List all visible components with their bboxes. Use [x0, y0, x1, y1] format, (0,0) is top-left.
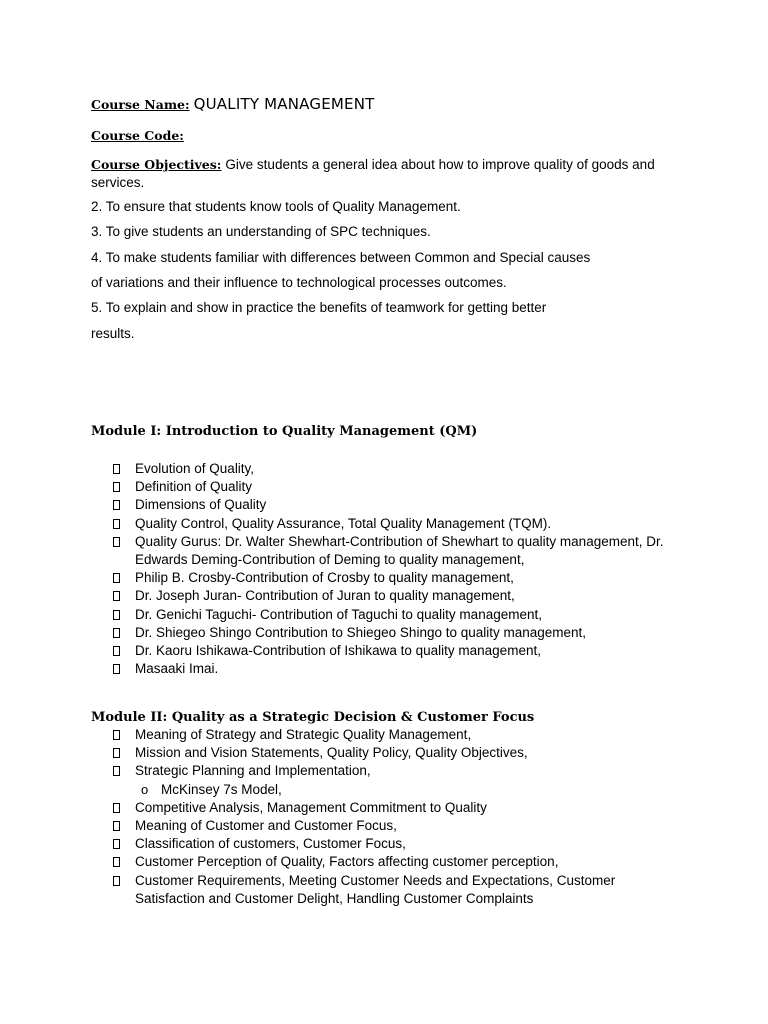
bullet-icon [113, 537, 120, 547]
objective-5: 5. To explain and show in practice the benefits of teamwork for getting better [91, 300, 547, 315]
course-name-label: Course Name: [91, 97, 190, 112]
list-item: Philip B. Crosby-Contribution of Crosby to quality management, [113, 569, 713, 587]
course-code-label: Course Code: [91, 128, 184, 143]
bullet-icon [113, 730, 120, 740]
course-code-line [91, 127, 184, 144]
bullet-icon [113, 628, 120, 638]
list-item: Quality Control, Quality Assurance, Total Quality Management (TQM). [113, 515, 713, 533]
objective-5-continuation: results. [91, 326, 135, 341]
list-item: Quality Gurus: Dr. Walter Shewhart-Contribution of Shewhart to quality management, Dr. Edwards Deming-Contribution of Deming to quality management, [113, 533, 690, 569]
list-item: Dr. Genichi Taguchi- Contribution of Taguchi to quality management, [113, 606, 713, 624]
list-item: Masaaki Imai. [113, 660, 713, 678]
bullet-icon [113, 876, 120, 886]
objective-3: 3. To give students an understanding of SPC techniques. [91, 224, 431, 239]
bullet-icon [113, 839, 120, 849]
course-objectives-label: Course Objectives: [91, 157, 222, 172]
bullet-icon [113, 664, 120, 674]
list-item: Customer Perception of Quality, Factors affecting customer perception, [113, 853, 713, 871]
objective-2: 2. To ensure that students know tools of Quality Management. [91, 199, 461, 214]
course-name-value: QUALITY MANAGEMENT [193, 95, 375, 113]
list-item: Strategic Planning and Implementation, [113, 762, 713, 780]
bullet-icon [113, 748, 120, 758]
list-sub-item: o McKinsey 7s Model, [113, 781, 713, 799]
objective-1-continuation: services. [91, 175, 145, 190]
bullet-icon [113, 519, 120, 529]
bullet-icon [113, 610, 120, 620]
module-2-title: Module II: Quality as a Strategic Decision & Customer Focus [91, 710, 535, 725]
course-name-line [91, 96, 374, 113]
list-item: Dr. Joseph Juran- Contribution of Juran to quality management, [113, 587, 713, 605]
bullet-icon [113, 803, 120, 813]
list-item: Meaning of Strategy and Strategic Quality Management, [113, 726, 713, 744]
module-1-list [113, 460, 713, 678]
objective-4: 4. To make students familiar with differences between Common and Special causes [91, 250, 591, 265]
bullet-icon [113, 857, 120, 867]
list-item: Mission and Vision Statements, Quality Policy, Quality Objectives, [113, 744, 713, 762]
bullet-icon [113, 500, 120, 510]
bullet-icon [113, 821, 120, 831]
list-item: Evolution of Quality, [113, 460, 713, 478]
list-item: Dr. Kaoru Ishikawa-Contribution of Ishikawa to quality management, [113, 642, 713, 660]
list-item: Meaning of Customer and Customer Focus, [113, 817, 713, 835]
module-2-list [113, 726, 713, 908]
objective-4-continuation: of variations and their influence to technological processes outcomes. [91, 275, 507, 290]
list-item: Definition of Quality [113, 478, 713, 496]
objective-1-text: Give students a general idea about how to improve quality of goods and [225, 157, 655, 172]
list-item: Competitive Analysis, Management Commitment to Quality [113, 799, 713, 817]
module-1-title: Module I: Introduction to Quality Management (QM) [91, 424, 478, 439]
bullet-icon [113, 766, 120, 776]
bullet-icon [113, 464, 120, 474]
list-item: Customer Requirements, Meeting Customer Needs and Expectations, Customer Satisfaction and Customer Delight, Handling Customer Complaints [113, 872, 655, 908]
bullet-icon [113, 591, 120, 601]
sub-bullet-icon: o [141, 781, 149, 797]
course-objectives-line [91, 156, 655, 173]
list-item: Dimensions of Quality [113, 496, 713, 514]
list-item: Dr. Shiegeo Shingo Contribution to Shiegeo Shingo to quality management, [113, 624, 713, 642]
list-item: Classification of customers, Customer Focus, [113, 835, 713, 853]
bullet-icon [113, 646, 120, 656]
bullet-icon [113, 482, 120, 492]
bullet-icon [113, 573, 120, 583]
